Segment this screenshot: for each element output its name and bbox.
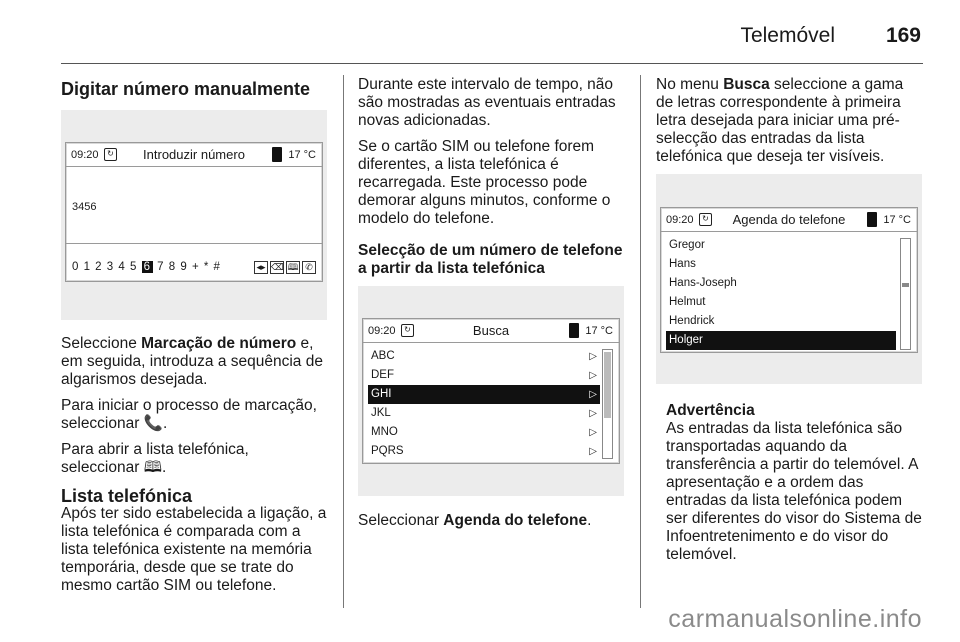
screen-search — [362, 318, 620, 464]
menu-term: Marcação de número — [141, 335, 297, 352]
phone-icon — [569, 323, 579, 338]
list-item-label: MNO — [371, 426, 398, 438]
column-3 — [656, 76, 922, 174]
menu-term: Busca — [723, 76, 770, 93]
column-1-text — [61, 335, 331, 603]
list-item-label: Hendrick — [669, 315, 715, 327]
back-icon: ↻ — [401, 324, 414, 337]
back-icon: ↻ — [104, 148, 117, 161]
paragraph-interval: Durante este intervalo de tempo, não são mostradas as eventuais entradas novas adicionadas. — [358, 76, 616, 129]
note-text: As entradas da lista telefónica são transportadas aquando da transferência a partir do telemóvel. A apresentação e a ordem das entradas da lista telefónica podem ser diferentes do visor do Sistema de Infoentretenimento e do visor do telemóvel. — [666, 420, 922, 563]
list-item[interactable] — [666, 331, 896, 350]
phone-call-icon: 📞 — [143, 415, 164, 432]
list-item-label: DEF — [371, 369, 394, 381]
scrollbar[interactable] — [900, 238, 911, 350]
phonebook-icon: 🕮 — [143, 459, 162, 476]
list-item[interactable] — [666, 312, 896, 331]
temperature: 17 °C — [288, 149, 316, 161]
column-rule-1 — [343, 75, 344, 608]
text: . — [163, 415, 168, 432]
text: Para iniciar o processo de marcação, seleccionar — [61, 397, 317, 432]
section-title: Telemóvel — [740, 24, 835, 47]
screen-header — [661, 208, 917, 232]
list-item-label: Gregor — [669, 239, 705, 251]
note-box — [656, 402, 922, 564]
list-item-label: ABC — [371, 350, 395, 362]
screen-divider — [66, 243, 322, 244]
text: Seleccionar — [358, 512, 444, 529]
list-item-label: Hans — [669, 258, 696, 270]
temperature: 17 °C — [883, 214, 911, 226]
chevron-right-icon: ▷ — [589, 408, 597, 419]
text: seleccione a gama de letras correspondente à primeira letra desejada para iniciar uma pré-selecção das entradas da lista telefónica que deseja ter visíveis. — [656, 76, 904, 165]
paragraph-open-phonebook — [61, 441, 331, 477]
page-number: 169 — [885, 24, 921, 47]
phonebook-icon[interactable]: 🕮 — [287, 262, 299, 272]
figure-search — [358, 286, 624, 496]
digit-keys[interactable]: 0 1 2 3 4 5 — [72, 261, 138, 273]
watermark: carmanualsonline.info — [668, 605, 922, 633]
list-item[interactable] — [666, 274, 896, 293]
paragraph-reload: Se o cartão SIM ou telefone forem diferentes, a lista telefónica é recarregada. Este processo pode demorar alguns minutos, conforme o modelo do telefone. — [358, 138, 611, 227]
list-item[interactable] — [666, 236, 896, 255]
screen-enter-number — [65, 142, 323, 282]
list-item[interactable] — [368, 442, 600, 461]
column-1 — [61, 76, 331, 98]
heading-phonebook: Lista telefónica — [61, 486, 193, 506]
screen-header — [363, 319, 619, 343]
list-item-label: JKL — [371, 407, 391, 419]
back-icon: ↻ — [699, 213, 712, 226]
figure-phonebook — [656, 174, 922, 384]
list-item-label: PQRS — [371, 445, 404, 457]
digit-keypad[interactable] — [72, 261, 221, 273]
phone-icon — [867, 212, 877, 227]
page-header — [61, 14, 923, 64]
list-item[interactable] — [666, 293, 896, 312]
paragraph-search-menu — [656, 76, 922, 166]
list-item[interactable] — [368, 385, 600, 404]
cursor-icon[interactable]: ◂▸ — [254, 261, 268, 274]
menu-term: Agenda do telefone — [443, 512, 588, 529]
list-item[interactable] — [368, 404, 600, 423]
clock-time: 09:20 — [71, 149, 99, 161]
digit-key-selected[interactable]: 6 — [143, 261, 151, 273]
screen-phonebook — [660, 207, 918, 353]
text: No menu — [656, 76, 724, 93]
column-2 — [358, 76, 628, 278]
list-item-label: Helmut — [669, 296, 706, 308]
figure-enter-number — [61, 110, 327, 320]
list-item[interactable] — [368, 423, 600, 442]
text: Seleccione — [61, 335, 142, 352]
scrollbar[interactable] — [602, 349, 613, 459]
list-item[interactable] — [368, 347, 600, 366]
paragraph-select-dial — [61, 335, 331, 389]
chevron-right-icon: ▷ — [589, 427, 597, 438]
phone-icon — [272, 147, 282, 162]
list-item[interactable] — [666, 255, 896, 274]
list-item[interactable] — [368, 366, 600, 385]
temperature: 17 °C — [585, 325, 613, 337]
clock-time: 09:20 — [368, 325, 396, 337]
text: e, em seguida, introduza a sequência de algarismos desejada. — [61, 335, 323, 388]
keypad-tools — [254, 261, 316, 274]
scroll-thumb[interactable] — [604, 352, 611, 418]
entered-number: 3456 — [72, 201, 97, 213]
list-item-label: Holger — [669, 334, 703, 346]
screen-title: Introduzir número — [143, 147, 245, 162]
clock-time: 09:20 — [666, 214, 694, 226]
chevron-right-icon: ▷ — [589, 351, 597, 362]
call-icon[interactable]: ✆ — [302, 261, 316, 274]
text: . — [587, 512, 592, 529]
contact-list — [666, 236, 896, 350]
screen-title: Agenda do telefone — [732, 212, 846, 227]
column-2-bottom — [358, 512, 628, 538]
paragraph-start-dial — [61, 397, 331, 433]
delete-icon[interactable]: ⌫ — [271, 262, 284, 272]
text: . — [162, 459, 167, 476]
chevron-right-icon: ▷ — [589, 370, 597, 381]
heading-select-number: Selecção de um número de telefone a partir da lista telefónica — [358, 242, 623, 277]
scroll-thumb[interactable] — [902, 283, 909, 287]
screen-header — [66, 143, 322, 167]
text: Para abrir a lista telefónica, seleccionar — [61, 441, 249, 476]
column-rule-2 — [640, 75, 641, 608]
chevron-right-icon: ▷ — [589, 389, 597, 400]
digit-keys-rest[interactable]: 7 8 9 + * # — [157, 261, 221, 273]
screen-title: Busca — [472, 323, 510, 338]
note-title: Advertência — [666, 402, 755, 419]
paragraph-phonebook-compare: Após ter sido estabelecida a ligação, a lista telefónica é comparada com a lista telefónica existente na memória temporária, desde que se trate do mesmo cartão SIM ou telefone. — [61, 505, 327, 594]
heading-manual-dial: Digitar número manualmente — [61, 79, 311, 99]
list-item-label: GHI — [371, 388, 392, 400]
search-list — [368, 347, 600, 461]
list-item-label: Hans-Joseph — [669, 277, 737, 289]
paragraph-select-phonebook — [358, 512, 628, 530]
chevron-right-icon: ▷ — [589, 446, 597, 457]
